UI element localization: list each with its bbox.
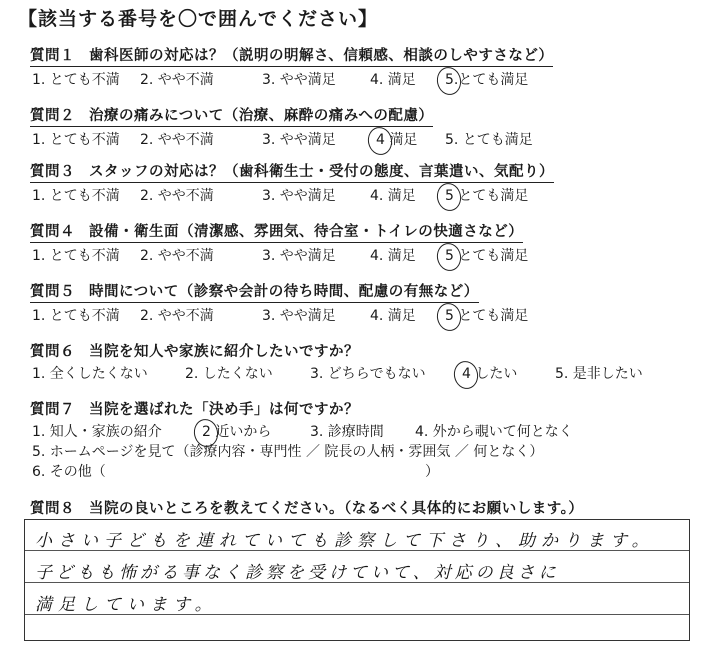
question-8: [30, 497, 670, 518]
question-5-options: [30, 305, 670, 327]
option-3[interactable]: 3. やや満足: [262, 72, 336, 88]
option-4-label: したい: [475, 366, 518, 382]
handwritten-line-3: 満足しています。: [35, 595, 218, 615]
option-5[interactable]: 5. ホームページを見て（診療内容・専門性 ／ 院長の人柄・雰囲気 ／ 何となく）: [32, 444, 544, 460]
option-4-selected[interactable]: [462, 363, 517, 383]
option-5-selected[interactable]: [445, 245, 528, 265]
comment-box[interactable]: [24, 519, 690, 641]
option-1[interactable]: 1. 全くしたくない: [32, 366, 148, 382]
option-5[interactable]: 5. とても満足: [445, 132, 533, 148]
question-4: [30, 220, 670, 267]
option-6-close-paren: ）: [425, 464, 439, 480]
option-1[interactable]: 1. 知人・家族の紹介: [32, 424, 162, 440]
option-1[interactable]: 1. とても不満: [32, 188, 120, 204]
option-4-number: 4: [376, 132, 385, 148]
question-2-number: 質問２: [30, 108, 75, 124]
question-8-number: 質問８: [30, 501, 75, 517]
option-4[interactable]: 4. 満足: [370, 188, 416, 204]
option-5-selected[interactable]: [445, 69, 528, 89]
option-1[interactable]: 1. とても不満: [32, 132, 120, 148]
option-5-label: とても満足: [458, 308, 529, 324]
question-3-number: 質問３: [30, 164, 75, 180]
question-3-options: [30, 185, 670, 207]
option-2-number: 2: [202, 424, 211, 440]
option-3[interactable]: 3. 診療時間: [310, 424, 384, 440]
question-8-title: [30, 497, 583, 518]
question-4-number: 質問４: [30, 224, 75, 240]
option-4[interactable]: 4. 外から覗いて何となく: [415, 424, 573, 440]
option-5-selected[interactable]: [445, 305, 528, 325]
question-7-options: [30, 421, 670, 481]
question-3-title: [30, 160, 554, 183]
question-4-title: [30, 220, 523, 243]
option-4-selected[interactable]: [376, 129, 417, 149]
option-4[interactable]: 4. 満足: [370, 308, 416, 324]
option-2-selected[interactable]: [202, 421, 271, 441]
option-2[interactable]: 2. やや不満: [140, 72, 214, 88]
question-7-line-2: [30, 441, 670, 461]
option-1[interactable]: 1. とても不満: [32, 248, 120, 264]
option-3[interactable]: 3. やや満足: [262, 132, 336, 148]
option-3[interactable]: 3. どちらでもない: [310, 366, 426, 382]
option-3[interactable]: 3. やや満足: [262, 308, 336, 324]
header-instruction: 【該当する番号を〇で囲んでください】: [18, 8, 379, 30]
question-2-title: [30, 104, 433, 127]
option-2[interactable]: 2. やや不満: [140, 308, 214, 324]
question-1-options: [30, 69, 670, 91]
option-2[interactable]: 2. したくない: [185, 366, 273, 382]
option-3[interactable]: 3. やや満足: [262, 188, 336, 204]
option-2[interactable]: 2. やや不満: [140, 188, 214, 204]
question-1-text: 歯科医師の対応は？（説明の明解さ、信頼感、相談のしやすさなど）: [89, 48, 554, 64]
question-1-number: 質問１: [30, 48, 75, 64]
option-5-selected[interactable]: [445, 185, 528, 205]
question-7-text: 当院を選ばれた「決め手」は何ですか？: [89, 402, 359, 418]
question-6-options: [30, 363, 670, 385]
option-5-label: とても満足: [458, 248, 529, 264]
question-5: [30, 280, 670, 327]
question-6-number: 質問６: [30, 344, 75, 360]
option-5-label: とても満足: [458, 188, 529, 204]
question-6-text: 当院を知人や家族に紹介したいですか？: [89, 344, 359, 360]
question-8-text: 当院の良いところを教えてください。（なるべく具体的にお願いします。）: [89, 501, 584, 517]
question-6-title: [30, 340, 359, 361]
question-7-line-3: [30, 461, 670, 481]
question-7-title: [30, 398, 359, 419]
handwritten-line-2: 子どもも怖がる事なく診察を受けていて、対応の良さに: [35, 563, 560, 583]
question-2-text: 治療の痛みについて（治療、麻酔の痛みへの配慮）: [89, 108, 434, 124]
question-2: [30, 104, 670, 151]
question-7-number: 質問７: [30, 402, 75, 418]
option-1[interactable]: 1. とても不満: [32, 308, 120, 324]
option-5-label: とても満足: [458, 72, 529, 88]
question-5-text: 時間について（診察や会計の待ち時間、配慮の有無など）: [89, 284, 479, 300]
question-5-title: [30, 280, 479, 303]
option-4[interactable]: 4. 満足: [370, 248, 416, 264]
option-5-number: 5: [445, 248, 454, 264]
question-2-options: [30, 129, 670, 151]
option-2[interactable]: 2. やや不満: [140, 248, 214, 264]
option-2[interactable]: 2. やや不満: [140, 132, 214, 148]
question-4-text: 設備・衛生面（清潔感、雰囲気、待合室・トイレの快適さなど）: [89, 224, 524, 240]
option-6[interactable]: 6. その他（: [32, 464, 106, 480]
question-1-title: [30, 44, 553, 67]
option-5-number: 5: [445, 308, 454, 324]
option-4-label: 満足: [389, 132, 418, 148]
question-5-number: 質問５: [30, 284, 75, 300]
option-4[interactable]: 4. 満足: [370, 72, 416, 88]
question-6: [30, 340, 670, 385]
option-2-label: 近いから: [215, 424, 272, 440]
question-1: [30, 44, 670, 91]
question-3: [30, 160, 670, 207]
question-7-line-1: [30, 421, 670, 441]
option-4-number: 4: [462, 366, 471, 382]
handwritten-line-1: 小さい子どもを連れていても診察して下さり、助かります。: [35, 531, 655, 551]
question-4-options: [30, 245, 670, 267]
option-5-number: 5: [445, 188, 454, 204]
question-7: [30, 398, 670, 481]
option-5-number: 5.: [445, 72, 459, 88]
option-3[interactable]: 3. やや満足: [262, 248, 336, 264]
option-5[interactable]: 5. 是非したい: [555, 366, 643, 382]
option-1[interactable]: 1. とても不満: [32, 72, 120, 88]
question-3-text: スタッフの対応は？（歯科衛生士・受付の態度、言葉遣い、気配り）: [89, 164, 554, 180]
